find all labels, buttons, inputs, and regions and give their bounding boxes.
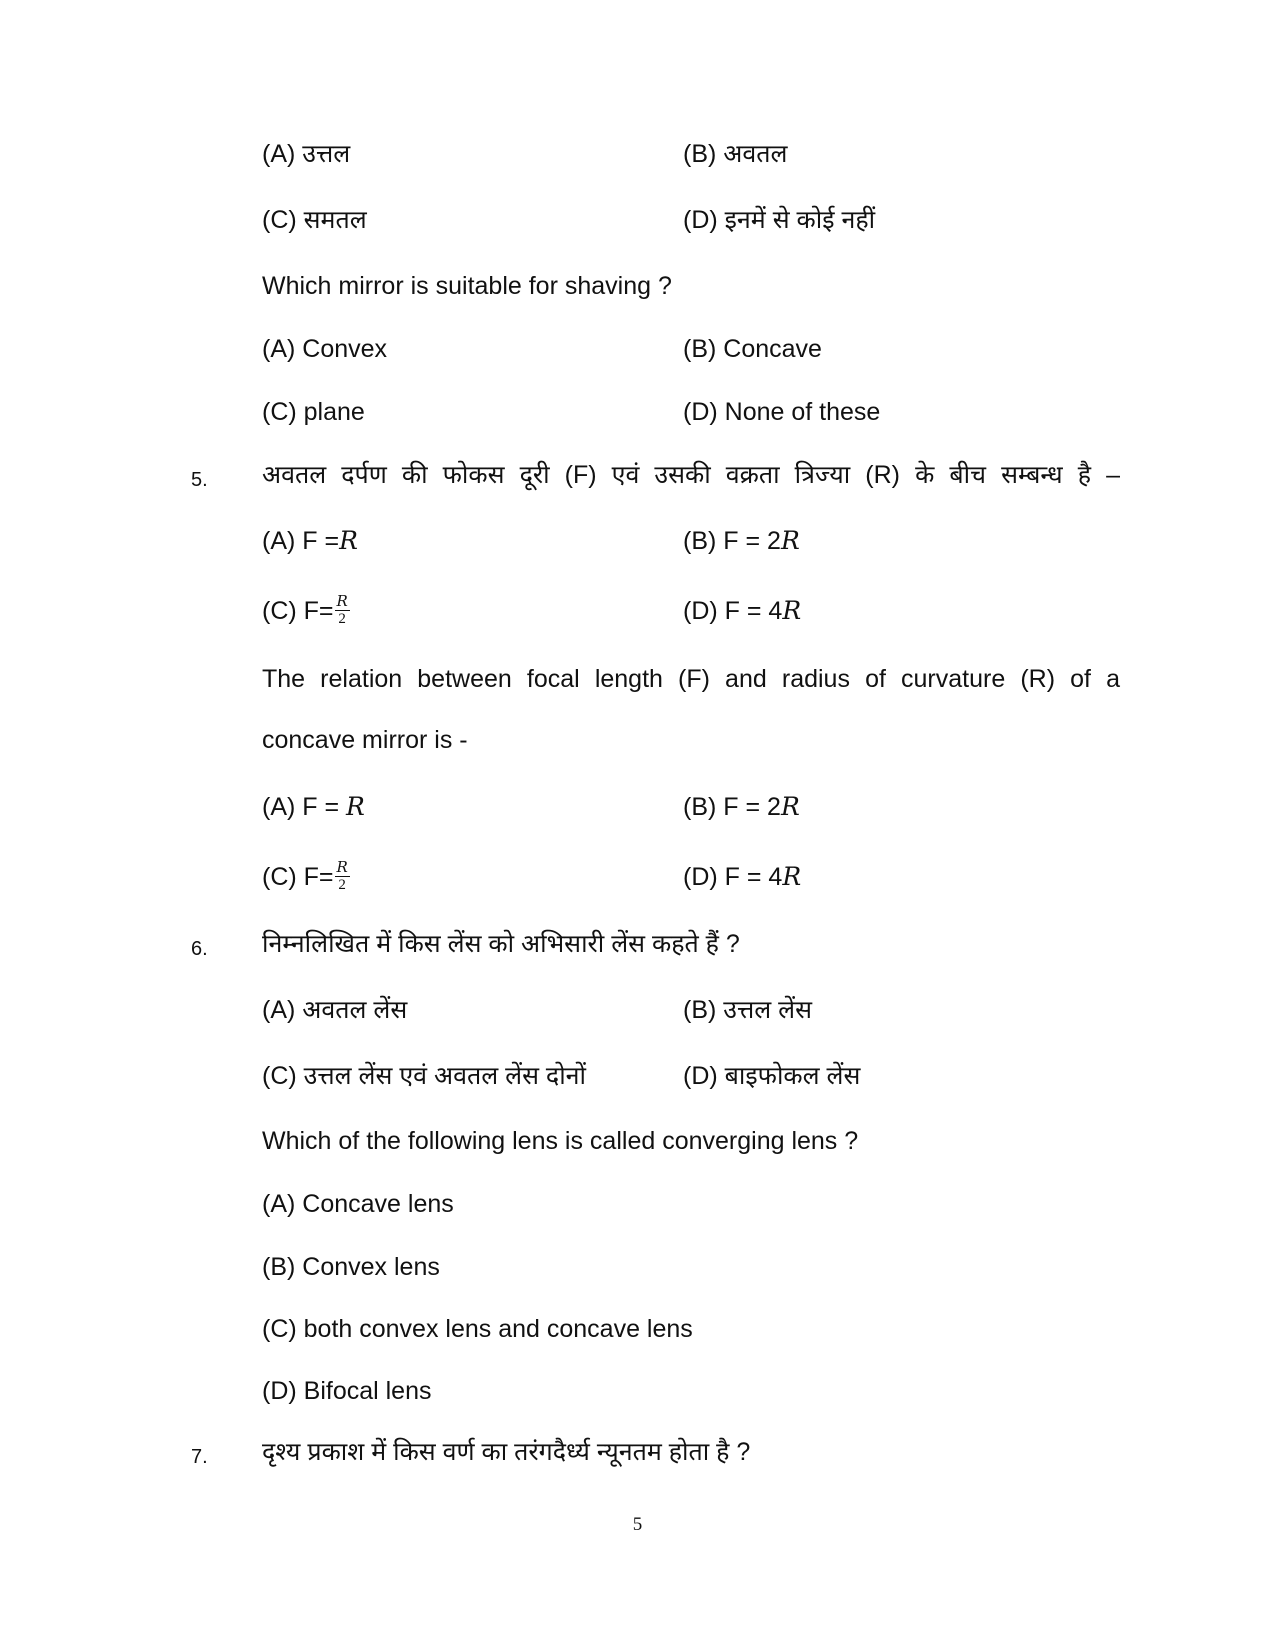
option-prefix: (B) F = 2	[683, 793, 781, 821]
option-prefix: (A) F =	[262, 527, 340, 555]
option-prefix: (B) F = 2	[683, 527, 781, 555]
variable-r: R	[780, 526, 800, 555]
question-number: 7.	[191, 1446, 208, 1468]
q6-en-option-d: (D) Bifocal lens	[262, 1377, 432, 1405]
fraction-denominator: 2	[338, 610, 346, 627]
q6-hindi-text: निम्नलिखित में किस लेंस को अभिसारी लेंस कहते हैं ?	[262, 930, 740, 958]
en-question: Which mirror is suitable for shaving ?	[262, 272, 672, 300]
variable-r: R	[780, 792, 800, 821]
q5-hi-option-a	[262, 524, 358, 558]
en-option-c: (C) plane	[262, 398, 365, 426]
q6-hi-option-a: (A) अवतल लेंस	[262, 996, 408, 1024]
hi-option-d: (D) इनमें से कोई नहीं	[683, 206, 876, 234]
q6-en-option-a: (A) Concave lens	[262, 1190, 454, 1218]
en-option-d: (D) None of these	[683, 398, 881, 426]
question-number: 5.	[191, 469, 208, 491]
q5-hi-option-c	[262, 591, 350, 630]
variable-r: R	[346, 792, 365, 821]
option-prefix: (C) F=	[262, 863, 334, 891]
option-prefix: (A) F =	[262, 793, 347, 821]
q5-en-option-a	[262, 790, 365, 824]
q6-en-option-b: (B) Convex lens	[262, 1253, 440, 1281]
q5-en-option-c	[262, 857, 350, 896]
q5-english-line-1: The relation between focal length (F) and radius of curvature (R) of a	[262, 665, 1120, 693]
variable-r: R	[782, 596, 802, 625]
hi-option-b: (B) अवतल	[683, 140, 788, 168]
fraction-numerator: R	[336, 857, 348, 876]
fraction-numerator: R	[336, 591, 348, 610]
q5-en-option-d	[683, 860, 801, 894]
variable-r: R	[782, 862, 802, 891]
q5-english-line-2: concave mirror is -	[262, 726, 468, 754]
variable-r: R	[339, 526, 358, 555]
hi-option-c: (C) समतल	[262, 206, 367, 234]
q5-hi-option-d	[683, 594, 801, 628]
q7-hindi-text: दृश्य प्रकाश में किस वर्ण का तरंगदैर्ध्य न्यूनतम होता है ?	[262, 1438, 751, 1466]
en-option-b: (B) Concave	[683, 335, 822, 363]
q6-hi-option-d: (D) बाइफोकल लेंस	[683, 1062, 861, 1090]
fraction	[335, 593, 350, 628]
question-number: 6.	[191, 938, 208, 960]
hi-option-a: (A) उत्तल	[262, 140, 351, 168]
q5-hi-option-b	[683, 524, 800, 558]
q6-hi-option-b: (B) उत्तल लेंस	[683, 996, 812, 1024]
en-option-a: (A) Convex	[262, 335, 388, 363]
q5-hindi-text: अवतल दर्पण की फोकस दूरी (F) एवं उसकी वक्रता त्रिज्या (R) के बीच सम्बन्ध है –	[262, 461, 1120, 489]
option-prefix: (D) F = 4	[683, 597, 783, 625]
q6-english-text: Which of the following lens is called converging lens ?	[262, 1127, 859, 1155]
q6-hi-option-c: (C) उत्तल लेंस एवं अवतल लेंस दोनों	[262, 1062, 587, 1090]
page-number: 5	[632, 1514, 643, 1535]
q5-en-option-b	[683, 790, 800, 824]
fraction-denominator: 2	[338, 876, 346, 893]
q6-en-option-c: (C) both convex lens and concave lens	[262, 1315, 693, 1343]
option-prefix: (D) F = 4	[683, 863, 783, 891]
option-prefix: (C) F=	[262, 597, 334, 625]
fraction	[335, 859, 350, 894]
